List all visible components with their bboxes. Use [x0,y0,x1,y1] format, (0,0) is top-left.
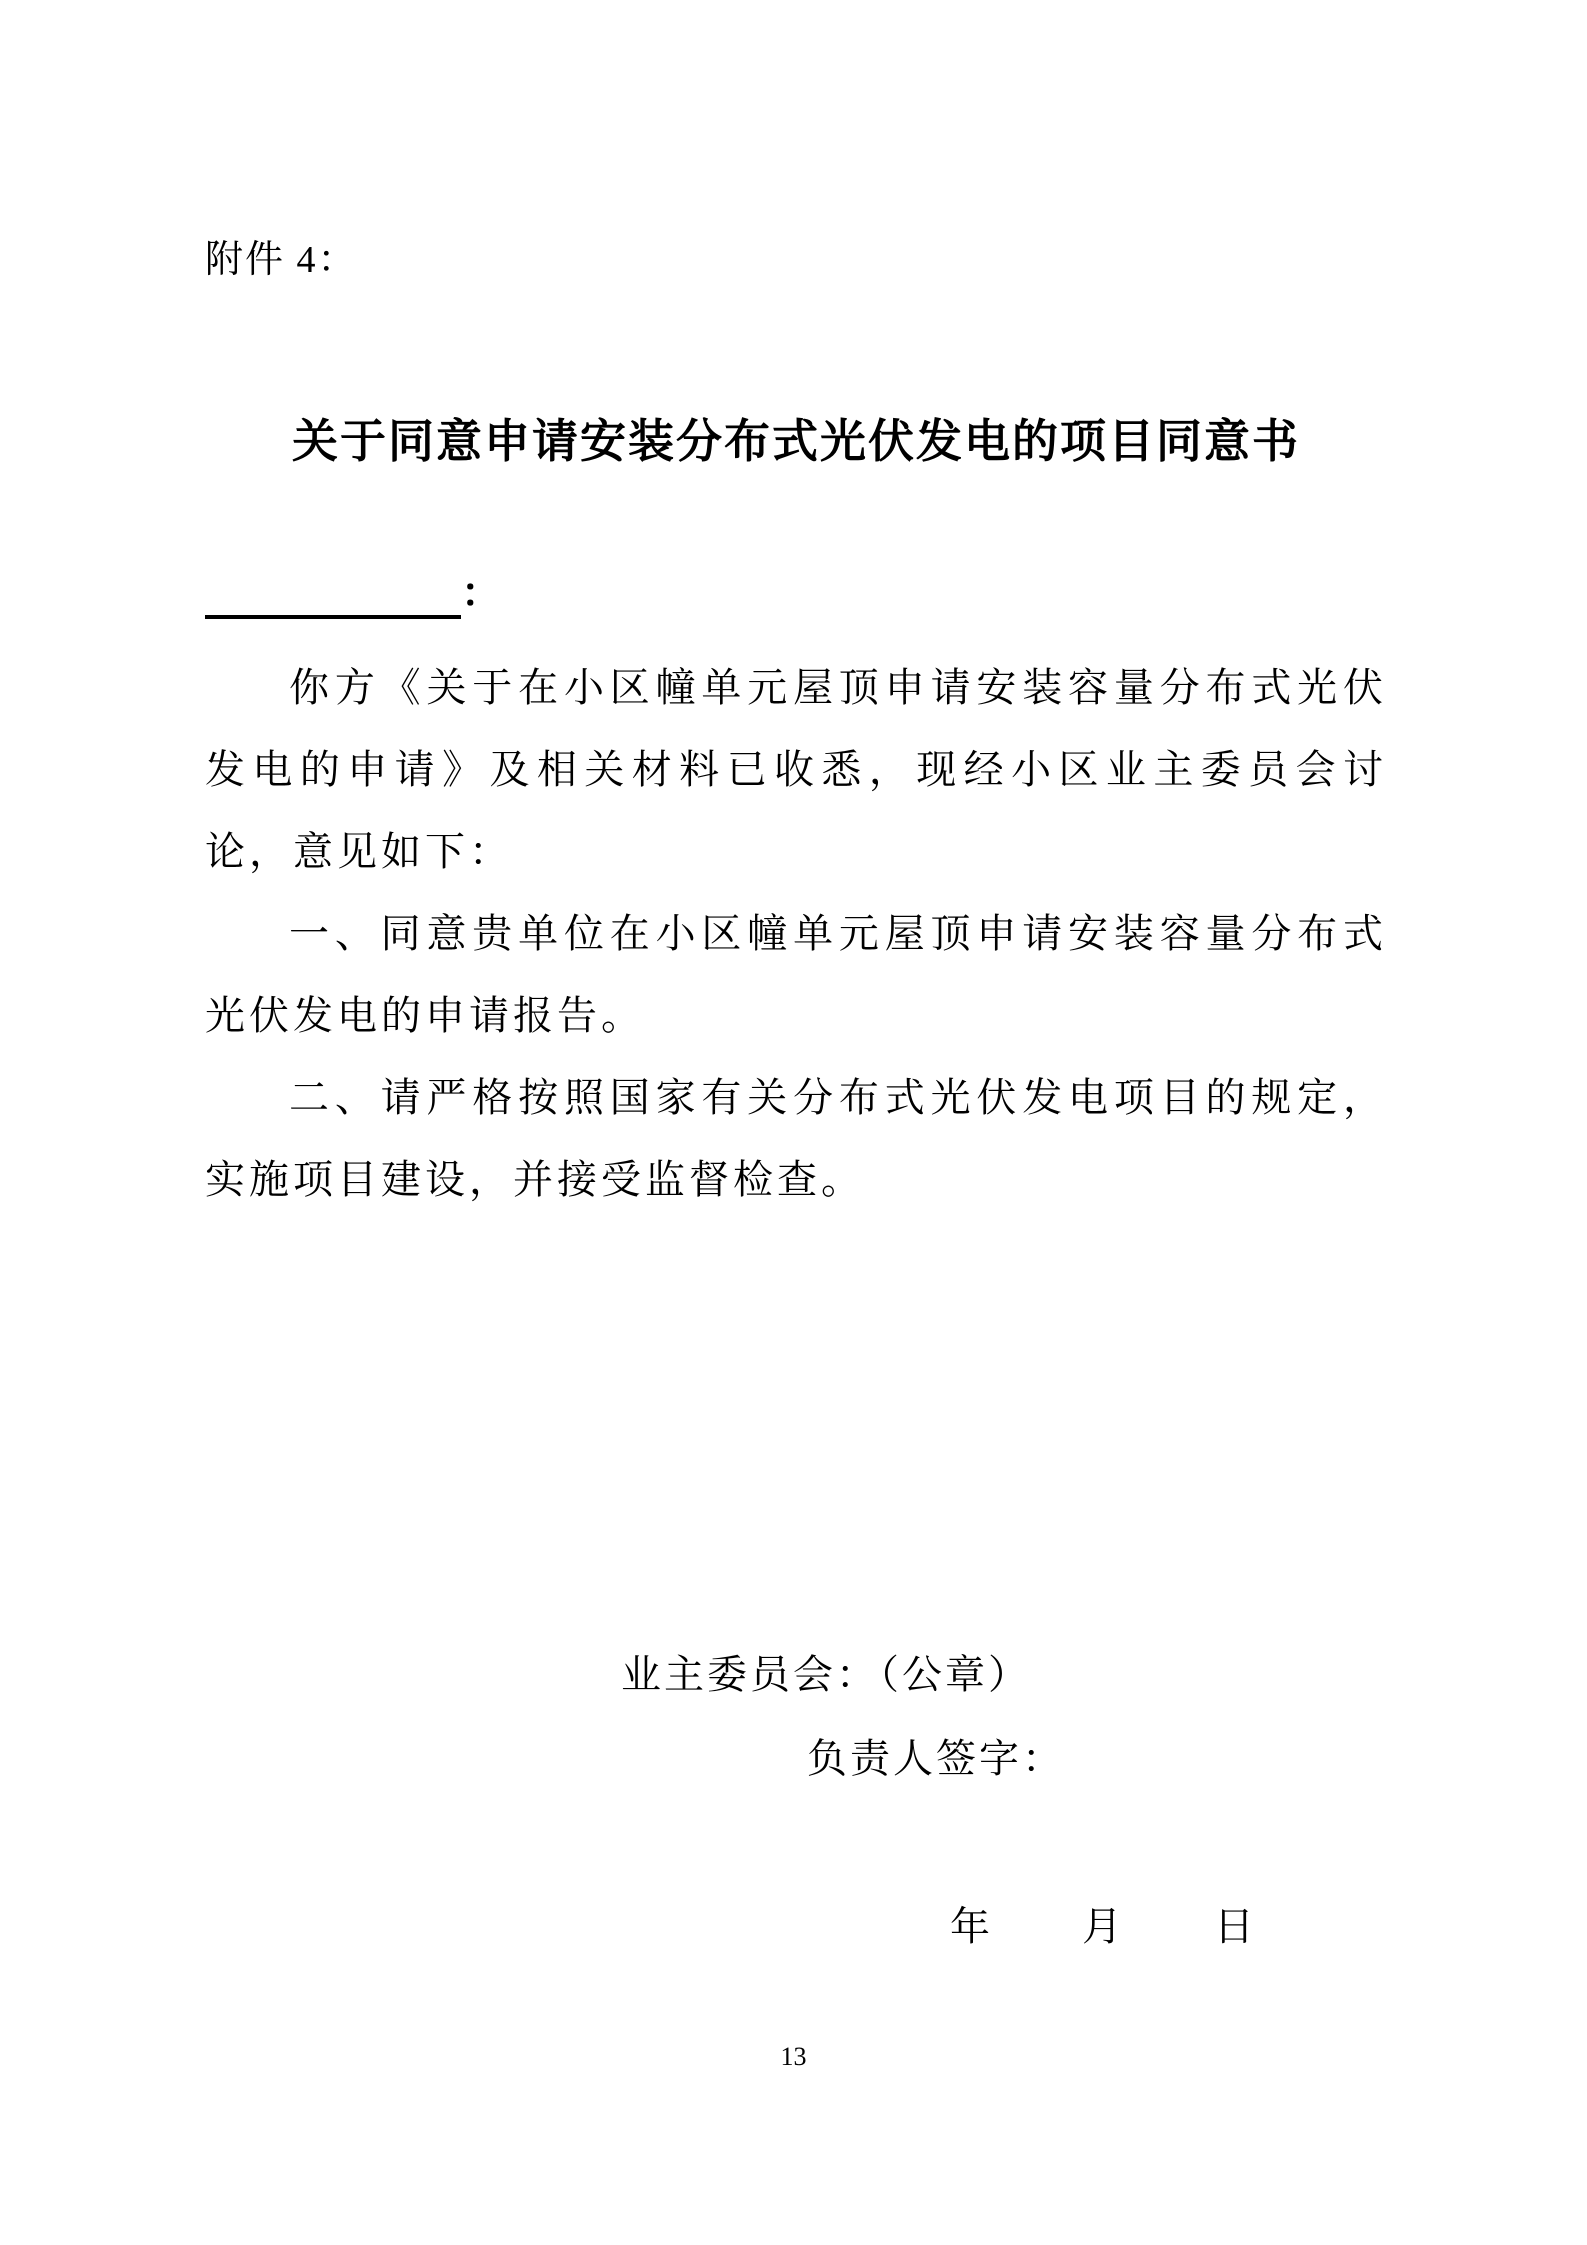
attachment-label: 附件 4： [205,239,358,281]
addressee-blank-underline [205,571,461,619]
paragraph-item-one: 一、同意贵单位在小区幢单元屋顶申请安装容量分布式光伏发电的申请报告。 [205,911,1387,1038]
committee-seal-line: 业主委员会：（公章） [621,1652,1031,1697]
addressee-colon: ： [461,570,501,615]
page-number: 13 [780,2042,807,2071]
signer-line: 负责人签字： [807,1736,1065,1781]
paragraph-item-two: 二、请严格按照国家有关分布式光伏发电项目的规定，实施项目建设，并接受监督检查。 [205,1075,1387,1202]
date-line: 年 月 日 [950,1904,1258,1949]
signature-block [205,1649,1387,1953]
document-title: 关于同意申请安装分布式光伏发电的项目同意书 [292,415,1300,467]
paragraph-intro: 你方《关于在小区幢单元屋顶申请安装容量分布式光伏发电的申请》及相关材料已收悉，现经小区业主委员会讨论，意见如下： [205,665,1387,874]
addressee-line [205,567,1387,619]
